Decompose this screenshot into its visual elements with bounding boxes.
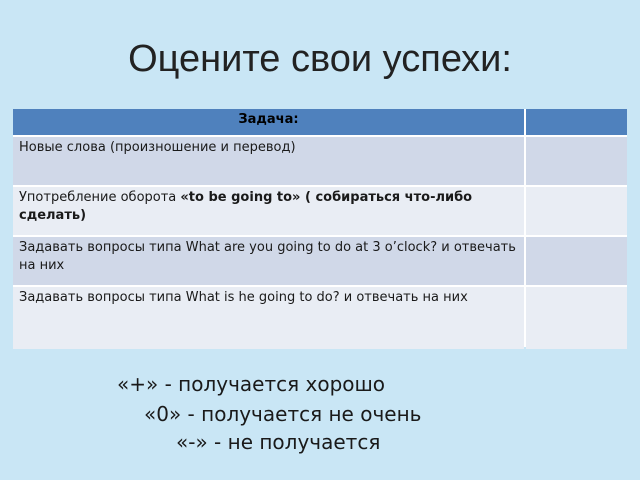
self-assessment-table [13, 109, 627, 347]
legend-plus: «+» - получается хорошо [117, 372, 386, 396]
task-text: Задавать вопросы типа What are you going to do at 3 o’clock? и отвечать на них [19, 240, 516, 273]
table-row-mark [526, 137, 627, 185]
table-row-task [13, 187, 524, 235]
table-row-mark [526, 287, 627, 349]
task-text-bold: «to be going to» ( собираться что-либо сделать) [19, 190, 473, 223]
legend-zero: «0» - получается не очень [144, 402, 422, 426]
task-text: Новые слова (произношение и перевод) [19, 140, 296, 155]
task-text: Употребление оборота [19, 190, 181, 205]
slide-title: Оцените свои успехи: [128, 38, 512, 80]
table-header-task: Задача: [13, 109, 524, 135]
legend-minus: «-» - не получается [176, 430, 381, 454]
table-header-mark [526, 109, 627, 135]
table-row-task [13, 237, 524, 285]
table-row-mark [526, 237, 627, 285]
table-row-task [13, 137, 524, 185]
task-text: Задавать вопросы типа What is he going to do? и отвечать на них [19, 290, 468, 305]
table-row-mark [526, 187, 627, 235]
table-row-task [13, 287, 524, 349]
